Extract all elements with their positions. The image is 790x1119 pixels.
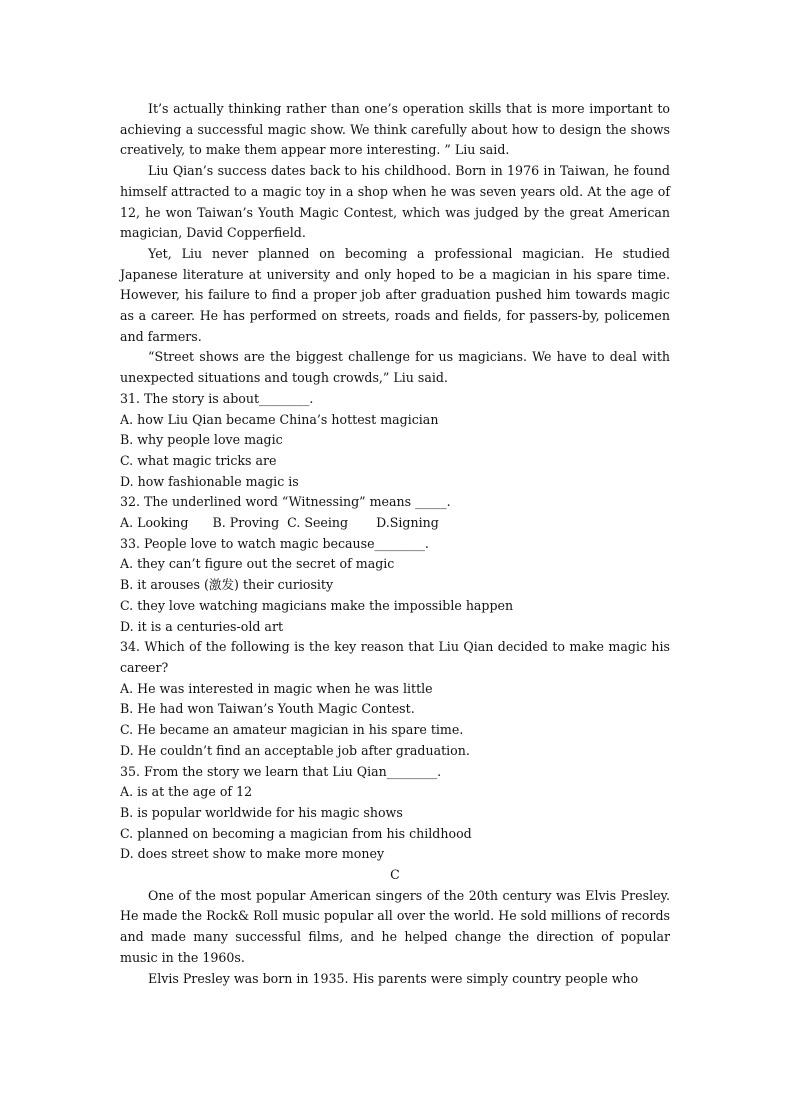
answer-option: A. they can’t figure out the secret of magic bbox=[120, 556, 395, 572]
passage-paragraph: Liu Qian’s success dates back to his childhood. Born in 1976 in Taiwan, he found himself attracted to a magic toy in a shop when he was seven years old. At the age of 12, he won Taiwan’s Youth Magic Contest, which was judged by the great American magician, David Copperfield. bbox=[120, 163, 670, 241]
answer-option: C. what magic tricks are bbox=[120, 452, 277, 468]
answer-option: C. planned on becoming a magician from his childhood bbox=[120, 825, 472, 841]
answer-option: B. is popular worldwide for his magic shows bbox=[120, 804, 403, 820]
question-stem: 35. From the story we learn that Liu Qian________. bbox=[120, 763, 442, 779]
question-stem: 31. The story is about________. bbox=[120, 390, 314, 406]
question-stem: 34. Which of the following is the key reason that Liu Qian decided to make magic his career? bbox=[120, 639, 670, 675]
answer-option: B. it arouses (激发) their curiosity bbox=[120, 577, 334, 593]
passage-b bbox=[120, 99, 670, 389]
answer-option: A. is at the age of 12 bbox=[120, 784, 253, 800]
answer-option: D. He couldn’t find an acceptable job after graduation. bbox=[120, 742, 470, 758]
question-33 bbox=[120, 534, 670, 638]
question-stem: 33. People love to watch magic because________. bbox=[120, 535, 429, 551]
passage-paragraph: It’s actually thinking rather than one’s operation skills that is more important to achieving a successful magic show. We think carefully about how to design the shows creatively, to make them appear more interesting. ” Liu said. bbox=[120, 101, 670, 158]
answer-option: B. why people love magic bbox=[120, 432, 283, 448]
answer-option: D. does street show to make more money bbox=[120, 846, 385, 862]
section-heading: C bbox=[390, 867, 400, 883]
question-stem: 32. The underlined word “Witnessing” means _____. bbox=[120, 494, 451, 510]
answer-option: C. He became an amateur magician in his spare time. bbox=[120, 722, 464, 738]
answer-option: C. they love watching magicians make the impossible happen bbox=[120, 597, 514, 613]
passage-paragraph: Elvis Presley was born in 1935. His parents were simply country people who bbox=[148, 970, 639, 986]
question-34 bbox=[120, 637, 670, 761]
passage-paragraph: “Street shows are the biggest challenge for us magicians. We have to deal with unexpected situations and tough crowds,” Liu said. bbox=[120, 349, 670, 386]
answer-option: A. how Liu Qian became China’s hottest magician bbox=[120, 411, 439, 427]
answer-options-row: A. Looking B. Proving C. Seeing D.Signing bbox=[120, 515, 439, 531]
passage-paragraph: Yet, Liu never planned on becoming a professional magician. He studied Japanese literature at university and only hoped to be a magician in his spare time. However, his failure to find a proper job after graduation pushed him towards magic as a career. He has performed on streets, roads and fields, for passers-by, policemen and farmers. bbox=[120, 245, 670, 344]
answer-option: A. He was interested in magic when he was little bbox=[120, 680, 433, 696]
passage-c bbox=[120, 865, 670, 989]
answer-option: D. how fashionable magic is bbox=[120, 473, 299, 489]
question-31 bbox=[120, 389, 670, 493]
answer-option: D. it is a centuries-old art bbox=[120, 618, 284, 634]
question-35 bbox=[120, 762, 670, 866]
passage-paragraph: One of the most popular American singers of the 20th century was Elvis Presley. He made the Rock& Roll music popular all over the world. He sold millions of records and made many successful films, and he helped change the direction of popular music in the 1960s. bbox=[120, 887, 670, 965]
document-page bbox=[120, 99, 670, 989]
answer-option: B. He had won Taiwan’s Youth Magic Contest. bbox=[120, 701, 415, 717]
question-32 bbox=[120, 492, 670, 533]
